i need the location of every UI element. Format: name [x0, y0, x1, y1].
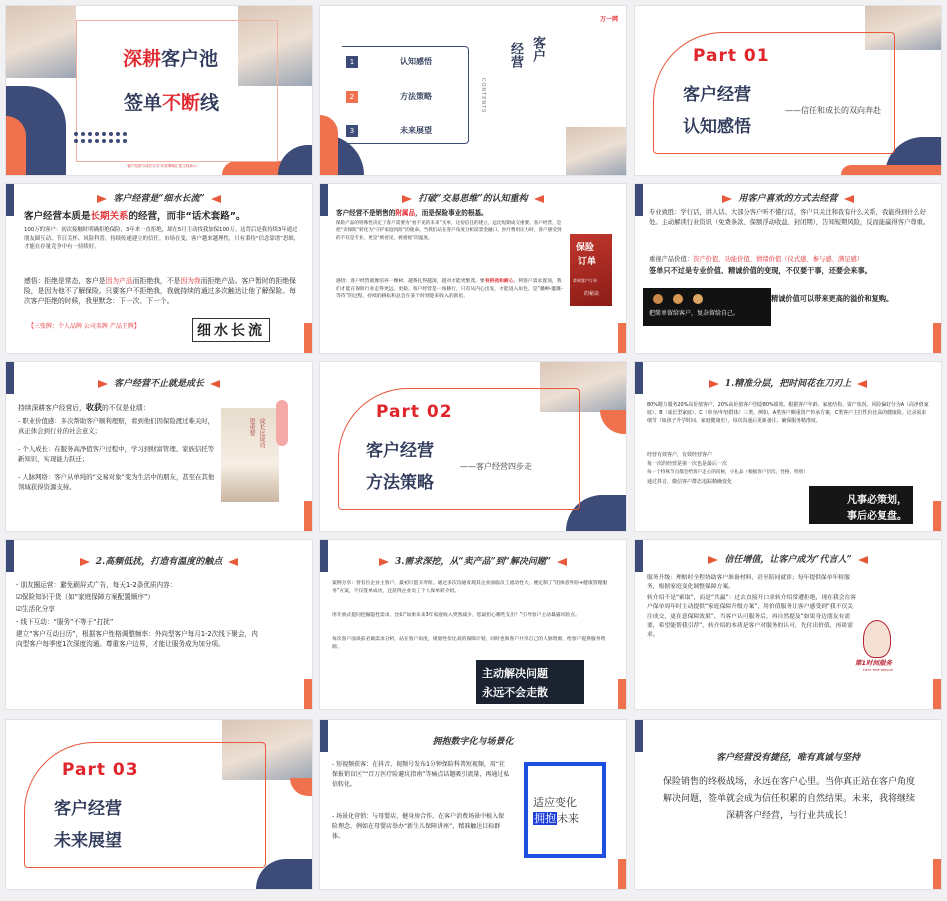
slide-cover[interactable]: [6, 6, 312, 175]
book-title: 保险: [576, 243, 595, 253]
slide-heading: 3.需求深挖，从“卖产品”到“解决问题”: [320, 554, 626, 567]
conclusion-body: 保险销售的终极战场，永远在客户心里。当你真正站在客户角度解决问题，签单就会成为信任积累的自然结果。未来，我将继续深耕客户经营，与行业共成长！: [662, 777, 915, 821]
logo-subtext: FIRST TIME SERVICE: [863, 668, 894, 672]
slide-method-2[interactable]: [6, 540, 312, 709]
slide-future-1[interactable]: [320, 720, 626, 889]
orange-accent: [618, 859, 626, 889]
orange-bar: [841, 165, 941, 175]
slide-contents[interactable]: [320, 6, 626, 175]
slide-method-3[interactable]: [320, 540, 626, 709]
vertical-title-2: 经营: [508, 42, 523, 68]
paragraph-3: 感悟：拒绝是常态，客户是因为产品而拒绝我，不是因为我而拒绝产品。客户暂时的拒绝保险，是因为他不了解保险。只要客户不拒绝我，我就持续的通过多次触达让他了解保险。每次客户拒绝的时候，我里默念：下一次、下一个。: [24, 277, 296, 305]
flag-left: [98, 380, 108, 388]
paragraph-1: 客户经营不是销售的附属品，而是保险事业的根基。: [336, 209, 488, 217]
logo-text: 第1时间服务: [855, 659, 893, 667]
slide-insight-4[interactable]: [6, 362, 312, 531]
laptop-photo: [6, 6, 76, 78]
flag-left: [709, 380, 719, 388]
slide-insight-2[interactable]: [320, 184, 626, 353]
orange-accent: [933, 679, 941, 709]
logo: 万一网: [599, 16, 618, 23]
paragraph-3: 签单只不过是专业价值、精诚价值的变现，不仅要干事，还要会来事。: [649, 266, 872, 275]
orange-accent: [933, 323, 941, 353]
paragraph-3: 感悟：客户经营就像培养一棵树，越系扎得越深，越对才能更繁茂。要有拼劲和耐心，将客户需求置顶，我们才能在保险行业走得更远、更稳。客户经营是一场修行，只有从内心出发，才能进入角色，是“播种-灌溉-等待”的过程，持续的耕耘积总会在某个时刻迎来收入的新星。: [336, 279, 563, 300]
callout-line-1: 适应变化: [533, 796, 577, 809]
item-label[interactable]: 方法策略: [400, 92, 432, 101]
slide-insight-3[interactable]: [635, 184, 941, 353]
slide-part03[interactable]: [6, 720, 312, 889]
contents-label: CONTENTS: [480, 78, 486, 114]
slide-part01[interactable]: [635, 6, 941, 175]
bullet-2: ☑保险知识干货（如“家庭保障方案配置顺序”）: [16, 593, 155, 601]
paragraph-5: 通过抖音，微信客户群态追踪精确变化: [647, 479, 733, 485]
paragraph-2: 保险产品的特殊性决定了客户需要为“看不见的未来”买单，这份信任的建立，远比短期成交重要。客户经营，是把“卖保险”转化为“守护家庭风险”的使命。当我们站在客户角度分析前景金融口、医疗费用压力时，客户感受到的不仅是专业，更是“被看见、被重视”的温度。: [336, 221, 562, 241]
flag-right: [228, 558, 238, 566]
item-label[interactable]: 未来展望: [400, 126, 432, 135]
item-number: 1: [346, 56, 358, 68]
slide-heading: 信任增值，让客户成为“代言人”: [635, 552, 941, 565]
orange-accent: [304, 679, 312, 709]
slide-method-1[interactable]: [635, 362, 941, 531]
book-cover: [570, 234, 612, 306]
slide-insight-1[interactable]: [6, 184, 312, 353]
part-title-1: 客户经营: [683, 85, 751, 105]
part-subtitle: ——信任和成长的双向奔赴: [785, 106, 881, 115]
paragraph-1: 服务升级：理赔时全程协助客户准备材料，甚至陪同就诊；每年提供保单年检服务，根据家庭变化调整保障方案。: [647, 575, 850, 591]
callout-line-1: 主动解决问题: [482, 667, 548, 680]
bullet-1: - 朋友圈运营：避免刷屏式广告，每天1-2条优质内容：: [16, 581, 177, 589]
book-cover: [221, 408, 279, 502]
flower-image: [276, 400, 288, 446]
part-title-2: 认知感悟: [683, 117, 751, 137]
paragraph-2: 重视产品价值：资产价值、功能价值、情绪价值（仪式感、参与感、满足感）: [649, 256, 864, 263]
slide-method-4[interactable]: [635, 540, 941, 709]
slide-heading: 客户经营不止就是成长: [6, 376, 312, 389]
handshake-photo: [566, 127, 626, 175]
callout-line-2: 拥抱未来: [534, 812, 579, 825]
paragraph-3: 每次客户面谈前必做需求分析，站在客户角度，规划性价比高的保障计划，同时也和客户共享自己的人脉资源，给客户提供服务资源。: [332, 637, 606, 650]
orange-shape: [290, 778, 312, 796]
callout-line-1: 凡事必策划，: [847, 495, 907, 506]
item-label[interactable]: 认知感悟: [400, 57, 432, 66]
part-title-2: 方法策略: [366, 473, 434, 493]
item-number: 3: [346, 125, 358, 137]
slide-heading: 用客户喜欢的方式去经营: [635, 191, 941, 204]
callout-inner: [528, 766, 602, 854]
paragraph-3: 每一次的经营是第一次也是最后一次: [647, 461, 728, 467]
cover-title-line2: 签单不断线: [124, 92, 220, 114]
slide-heading: 2.高频低扰，打造有温度的触点: [6, 554, 312, 567]
callout-line-2: 事后必复盘。: [847, 511, 907, 522]
part-title-2: 未来展望: [54, 831, 122, 851]
flag-right: [210, 380, 220, 388]
part-number: Part 02: [376, 402, 453, 422]
flag-right: [844, 195, 854, 203]
vertical-title-1: 客户: [530, 36, 545, 62]
moon-icon: [693, 294, 703, 304]
callout-box: 细水长流: [192, 318, 270, 342]
paragraph-1: 案例分享：曾有位企业主客户，最初只愿买寿险。通过多次沟通发现其企业面临员工流动性大，便定制了“团体意外险+健康管理服务”方案，不仅签单成功，还获得企业员工个人保单转介绍。: [332, 581, 608, 594]
paragraph-4: 精诚价值可以带来更高的溢价和复购。: [771, 294, 894, 303]
flag-right: [534, 195, 544, 203]
paragraph-1: 80%精力服务20%高价值客户，20%高价值客户创造80%绩效。根据客户年龄、家庭结构、资产状况、风险偏好分为A（高净值家庭）、B（成长型家庭）、C（单身/年轻群体）三类。例如，A类客户侧重资产传承方案，C类客户主打性价比高的健康险。记录需求细节（如孩子升学时间、家庭健康史），每次沟通后更新备注，确保服务精准度。: [647, 402, 929, 424]
flag-left: [402, 195, 412, 203]
callout-image: [476, 660, 584, 704]
flag-right: [857, 380, 867, 388]
part-number: Part 03: [62, 760, 139, 780]
paragraph-2: 100万的客户：初次接触时明确拒绝保险，3年来一直拒绝，却在5月主动找我加保100万。这背后是我持续3年通过朋友圈互动、节日关怀、风险科普，持续传递建立的信任。市场在变，客户越来越理性，只有秉持“信念靠谱”思维，才能在存量竞争中有一持续好。: [24, 227, 300, 250]
cover-title-line1: 深耕客户池: [123, 48, 219, 70]
orange-accent: [933, 501, 941, 531]
book-subtitle: 拿到客户订单: [573, 278, 597, 283]
flag-left: [80, 558, 90, 566]
bullet-2: - 场景化营销：与母婴店、健身房合作，在客户消费场景中植入保险理念，例如在母婴店举办“新生儿保障讲座”，精准触达目标群体。: [332, 813, 505, 840]
slide-heading: 客户经营没有捷径，唯有真诚与坚持: [715, 753, 860, 763]
part-number: Part 01: [693, 46, 770, 66]
moon-icon: [673, 294, 683, 304]
navy-corner: [278, 145, 312, 175]
paragraph-2: 转介绍不是“索取”，而是“共赢”：过去直接开口求转介绍常遭拒绝，现在我会在客户保单周年时主动提供“家庭保障升级方案”，用价值服务让客户感受到“我不仅关注成交，更在意保障效果”。当客户认可服务后，再自然提及“如果身边朋友有需要，希望能帮我引荐”，转介绍的本质是客户对服务的认可，先付出价值，再谈需求。: [647, 595, 857, 639]
bullet-1: - 职业价值感：多次帮助客户顺利理赔，看到他们因保险渡过难关时，真正体会到行业的社会意义；: [18, 417, 215, 435]
slide-heading: 客户经营是“细水长流”: [6, 191, 312, 204]
part-subtitle: ——客户经营四步走: [460, 462, 532, 471]
bullet-3: ☑生活化分享: [16, 605, 55, 613]
book-title: 订单: [578, 257, 597, 267]
cover-footer: ·客户经营与成长分享·年度策略汇报文档演示·: [126, 164, 198, 168]
paragraph-2: 经营有效客户，有效经营客户: [647, 452, 713, 458]
slide-part02[interactable]: [320, 362, 626, 531]
mascot-icon: [863, 620, 891, 658]
moon-icon: [653, 294, 663, 304]
paragraph-4: 每一个特殊节点都会给客户走心的问候，小礼品（根据客户层次，性格，特别）: [647, 470, 808, 475]
flag-right: [211, 195, 221, 203]
flag-right: [858, 556, 868, 564]
flag-left: [722, 195, 732, 203]
orange-accent: [618, 323, 626, 353]
slide-heading: 打破“交易思维”的认知重构: [320, 191, 626, 204]
book-subtitle: 的秘诀: [584, 291, 600, 297]
navy-accent: [635, 720, 643, 752]
flag-right: [557, 558, 567, 566]
bullet-1: - 短视频获客：在抖音、视频号发布1分钟保险科普短视频，用“社保报销盲区”“百万医疗险避坑指南”等痛点话题吸引流量，再通过私信转化。: [332, 761, 510, 788]
item-number: 2: [346, 91, 358, 103]
bullet-4: - 线下互动：“服务”不等于“打扰”: [16, 618, 114, 626]
paragraph-1: 客户经营本质是长期关系的经营，而非“话术套路”。: [24, 211, 246, 222]
moon-phase-image: [643, 288, 771, 326]
slide-conclusion[interactable]: [635, 720, 941, 889]
orange-accent: [933, 859, 941, 889]
banner-text: 把简单留给客户，复杂留给自己。: [649, 310, 740, 317]
book-title: 成长比成功: [258, 418, 265, 448]
part-title-1: 客户经营: [366, 441, 434, 461]
book-title: 更重要: [248, 418, 255, 436]
orange-shape: [600, 410, 626, 434]
bullet-2: - 个人成长：在服务高净值客户过程中，学习到财富管理、家族信托等新知识，实现能力跃迁；: [18, 445, 215, 463]
flag-left: [708, 556, 718, 564]
flag-left: [379, 558, 389, 566]
orange-corner: [320, 115, 338, 175]
bullet-3: - 人脉网络：客户从单纯的“交易对象”变为生活中的朋友，甚至在其他领域获得资源支持。: [18, 473, 215, 491]
orange-accent: [304, 323, 312, 353]
three-cards-tag: 【三张牌：个人品牌 公司名牌 产品王牌】: [28, 323, 140, 330]
paragraph-1: 持续深耕客户经营后，收获的不仅是业绩：: [18, 403, 150, 412]
orange-accent: [618, 679, 626, 709]
paragraph-1: 专业致胜：学行话，讲人话。大部分客户听不懂行话，客户只关注和我有什么关系，我能得到什么好处。主动解读行业资讯（免费条款、保额浮动收益、封闭期），告知短期风险，反而能赢得客户尊重。: [649, 209, 930, 226]
orange-accent: [304, 501, 312, 531]
dot-pattern: [74, 132, 127, 143]
flag-left: [97, 195, 107, 203]
callout-line-2: 永远不会走散: [482, 686, 548, 699]
paragraph-2: 用开放式提问挖掘隐性需求，比如“如果未来3年家庭收入突然减少，您最担心哪些支出？”引导客户主动暴露风险点。: [332, 613, 580, 618]
part-title-1: 客户经营: [54, 799, 122, 819]
slide-heading: 1.精准分层，把时间花在刀刃上: [635, 376, 941, 389]
orange-shape: [6, 116, 26, 175]
callout-card: [524, 762, 606, 858]
callout-image: [809, 486, 913, 524]
service-logo: [855, 620, 931, 676]
bullet-5: 建立“客户互动日历”，根据客户性格调整频率：外向型客户每月1-2次线下聚会，内向型客户每季度1次深度沟通。尊重客户边界，才能让服务成为加分项。: [16, 630, 258, 649]
slide-heading: 拥抱数字化与场景化: [432, 737, 514, 747]
